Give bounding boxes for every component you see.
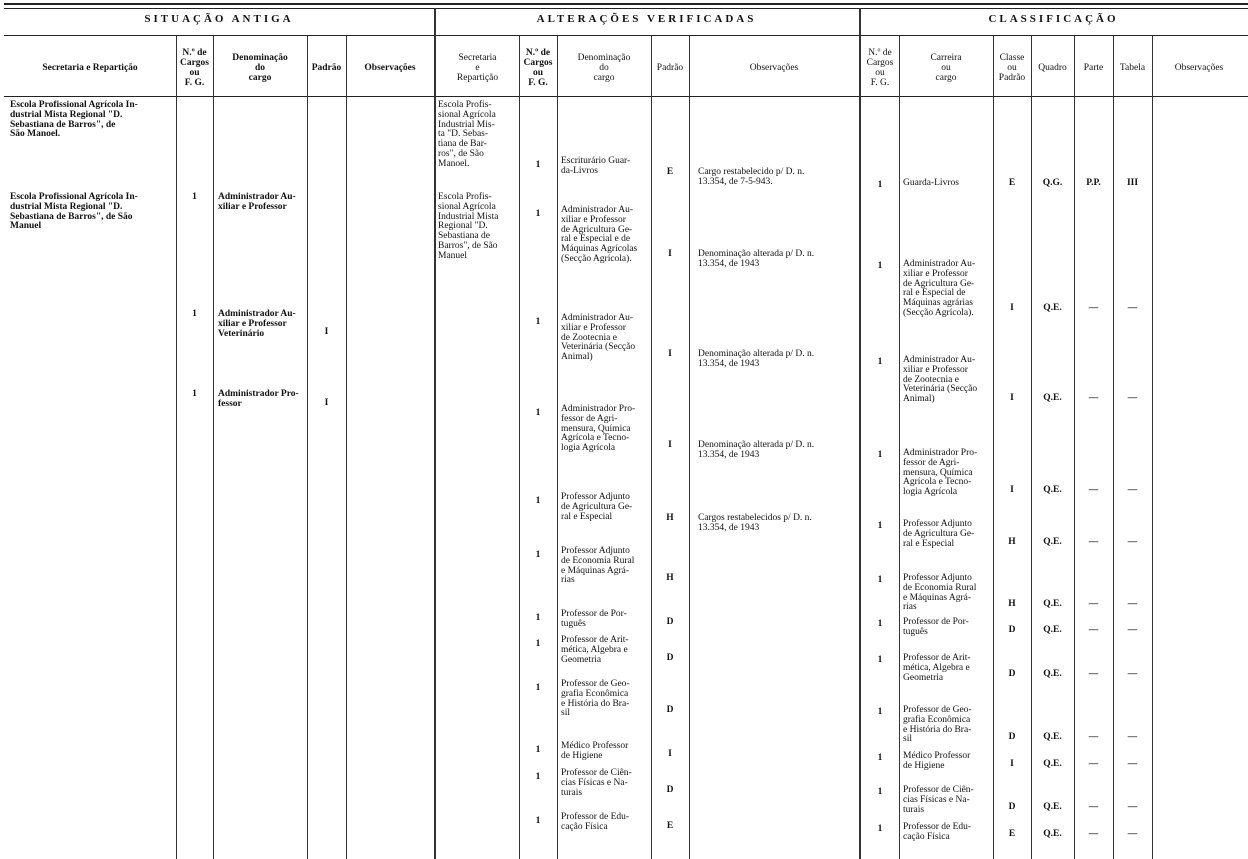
class-row-tabela: — — [1127, 393, 1138, 403]
changes-row-n: 1 — [535, 160, 541, 170]
header-secretaria-reparticao: Secretaria e Repartição — [42, 63, 138, 73]
changes-row-denominacao: Professor de Arit- mética, Algebra e Geometria — [561, 635, 629, 665]
changes-row-observacoes: Cargos restabelecidos p/ D. n. 13.354, de 1943 — [698, 513, 812, 533]
class-row-n: 1 — [877, 450, 883, 460]
class-row-tabela: — — [1127, 829, 1138, 839]
class-row-n: 1 — [877, 575, 883, 585]
changes-row-padrao: E — [666, 167, 674, 177]
changes-row-padrao: E — [666, 821, 674, 831]
class-row-tabela: — — [1127, 303, 1138, 313]
class-row-cargo: Professor Adjunto de Agricultura Ge- ral e Especial — [903, 519, 975, 549]
changes-row-denominacao: Médico Professor de Higiene — [561, 741, 629, 761]
header-n-cargos: N.º de Cargos ou F. G. — [523, 48, 553, 88]
top-rule-thin — [4, 8, 1248, 9]
section-title-old: SITUAÇÃO ANTIGA — [144, 13, 294, 25]
section-rule — [4, 35, 1248, 36]
section-title-changes: ALTERAÇÕES VERIFICADAS — [536, 13, 757, 25]
class-row-tabela: — — [1127, 537, 1138, 547]
changes-row-n: 1 — [535, 816, 541, 826]
class-row-parte: — — [1088, 829, 1099, 839]
changes-row-observacoes: Denominação alterada p/ D. n. 13.354, de 1943 — [698, 349, 815, 369]
changes-row-padrao: I — [668, 440, 672, 450]
class-row-parte: — — [1088, 537, 1099, 547]
changes-row-denominacao: Escriturário Guar- da-Livros — [561, 156, 631, 176]
class-row-cargo: Guarda-Livros — [903, 178, 959, 188]
class-row-classe: I — [1010, 393, 1014, 403]
changes-row-padrao: D — [666, 705, 674, 715]
changes-row-padrao: H — [666, 573, 674, 583]
changes-row-padrao: I — [668, 749, 672, 759]
changes-row-n: 1 — [535, 496, 541, 506]
class-row-parte: — — [1088, 393, 1099, 403]
changes-row-observacoes: Denominação alterada p/ D. n. 13.354, de 1943 — [698, 249, 815, 269]
class-row-parte: P.P. — [1086, 178, 1101, 188]
old-row-padrao: I — [324, 398, 329, 408]
changes-row-denominacao: Administrador Pro- fessor de Agri- mensura, Química Agrícola e Tecno- logia Agrícola — [561, 404, 636, 454]
header-tabela: Tabela — [1119, 63, 1146, 73]
class-row-classe: D — [1008, 732, 1016, 742]
changes-row-denominacao: Professor Adjunto de Agricultura Ge- ral e Especial — [561, 492, 633, 522]
header-secretaria-multi: Secretaria e Repartição — [456, 53, 499, 83]
class-row-quadro: Q.G. — [1042, 178, 1063, 188]
changes-row-denominacao: Administrador Au- xiliar e Professor de Zootecnia e Veterinária (Secção Animal) — [561, 313, 636, 363]
class-row-n: 1 — [877, 753, 883, 763]
class-row-classe: H — [1008, 537, 1016, 547]
header-n-cargos: N.º de Cargos ou F. G. — [179, 48, 210, 88]
changes-row-n: 1 — [535, 683, 541, 693]
class-row-tabela: III — [1126, 178, 1139, 188]
class-row-tabela: — — [1127, 599, 1138, 609]
old-reparticao-2: Escola Profissional Agrícola In- dustrial Mista Regional "D. Sebastiana de Barros", de São Manuel — [10, 192, 138, 232]
changes-row-n: 1 — [535, 550, 541, 560]
col-divider — [346, 36, 347, 859]
class-row-quadro: Q.E. — [1043, 303, 1062, 313]
old-row-denominacao: Administrador Pro- fessor — [218, 389, 299, 409]
changes-row-denominacao: Professor de Geo- grafia Econômica e História do Bra- sil — [561, 679, 630, 719]
class-row-tabela: — — [1127, 802, 1138, 812]
class-row-classe: H — [1008, 599, 1016, 609]
old-row-n: 1 — [192, 192, 197, 202]
class-row-n: 1 — [877, 180, 883, 190]
header-padrao: Padrão — [311, 63, 342, 73]
class-row-classe: I — [1010, 759, 1014, 769]
class-row-n: 1 — [877, 655, 883, 665]
class-row-tabela: — — [1127, 485, 1138, 495]
col-divider — [557, 36, 558, 859]
class-row-cargo: Professor de Edu- cação Física — [903, 822, 972, 842]
class-row-tabela: — — [1127, 732, 1138, 742]
class-row-parte: — — [1088, 802, 1099, 812]
class-row-parte: — — [1088, 732, 1099, 742]
changes-row-denominacao: Professor de Ciên- cias Físicas e Na- turais — [561, 768, 632, 798]
changes-row-n: 1 — [535, 745, 541, 755]
class-row-tabela: — — [1127, 759, 1138, 769]
changes-row-n: 1 — [535, 317, 541, 327]
header-parte: Parte — [1083, 63, 1104, 73]
class-row-quadro: Q.E. — [1043, 802, 1062, 812]
class-row-classe: I — [1010, 485, 1014, 495]
col-divider — [176, 36, 177, 859]
changes-row-padrao: I — [668, 349, 672, 359]
class-row-cargo: Administrador Au- xiliar e Professor de Zootecnia e Veterinária (Secção Animal) — [903, 355, 978, 405]
class-row-parte: — — [1088, 303, 1099, 313]
class-row-quadro: Q.E. — [1043, 485, 1062, 495]
changes-row-padrao: D — [666, 617, 674, 627]
class-row-classe: E — [1008, 178, 1016, 188]
changes-reparticao-2: Escola Profis- sional Agrícola Industrial Mista Regional "D. Sebastiana de Barros", de São Manuel — [438, 192, 499, 261]
class-row-parte: — — [1088, 669, 1099, 679]
class-row-n: 1 — [877, 707, 883, 717]
class-row-cargo: Professor de Por- tuguês — [903, 617, 969, 637]
class-row-quadro: Q.E. — [1043, 599, 1062, 609]
header-observacoes: Observações — [364, 63, 416, 73]
class-row-classe: E — [1008, 829, 1016, 839]
class-row-quadro: Q.E. — [1043, 537, 1062, 547]
header-quadro: Quadro — [1038, 63, 1067, 73]
class-row-tabela: — — [1127, 669, 1138, 679]
old-row-padrao: I — [324, 327, 329, 337]
class-row-quadro: Q.E. — [1043, 829, 1062, 839]
old-row-n: 1 — [192, 309, 197, 319]
class-row-classe: I — [1010, 303, 1014, 313]
col-divider — [519, 36, 520, 859]
class-row-quadro: Q.E. — [1043, 669, 1062, 679]
section-title-classification: CLASSIFICAÇÃO — [988, 13, 1119, 25]
header-denominacao: Denominação do cargo — [232, 53, 288, 83]
old-row-denominacao: Administrador Au- xiliar e Professor — [218, 192, 296, 212]
changes-row-denominacao: Administrador Au- xiliar e Professor de Agricultura Ge- ral e Especial e de Máquinas Agrícolas (Secção Agrícola). — [561, 205, 638, 264]
class-row-cargo: Professor de Arit- mética, Algebra e Geometria — [903, 653, 971, 683]
changes-row-observacoes: Denominação alterada p/ D. n. 13.354, de 1943 — [698, 440, 815, 460]
changes-row-denominacao: Professor de Edu- cação Física — [561, 812, 630, 832]
class-row-quadro: Q.E. — [1043, 732, 1062, 742]
header-observacoes: Observações — [749, 63, 799, 73]
class-row-n: 1 — [877, 357, 883, 367]
class-row-classe: D — [1008, 669, 1016, 679]
header-rule — [4, 96, 1248, 97]
class-row-cargo: Professor Adjunto de Economia Rural e Máquinas Agrá- rias — [903, 573, 977, 613]
class-row-cargo: Professor de Ciên- cias Físicas e Na- turais — [903, 785, 974, 815]
header-classe: Classe ou Padrão — [998, 53, 1026, 83]
header-carreira: Carreira ou cargo — [930, 53, 962, 83]
class-row-classe: D — [1008, 802, 1016, 812]
class-row-parte: — — [1088, 759, 1099, 769]
col-divider — [689, 36, 690, 859]
header-n-cargos: N.º de Cargos ou F. G. — [866, 48, 894, 88]
header-denominacao: Denominação do cargo — [577, 53, 631, 83]
class-row-cargo: Administrador Au- xiliar e Professor de Agricultura Ge- ral e Especial de Máquinas agrárias (Secção Agrícola). — [903, 259, 976, 318]
old-row-n: 1 — [192, 389, 197, 399]
changes-row-observacoes: Cargo restabelecido p/ D. n. 13.354, de 7-5-943. — [698, 167, 805, 187]
class-row-n: 1 — [877, 787, 883, 797]
changes-reparticao-1: Escola Profis- sional Agrícola Industrial Mis- ta "D. Sebas- tiana de Bar- ros", de São Manoel. — [438, 100, 496, 169]
class-row-parte: — — [1088, 599, 1099, 609]
changes-row-padrao: D — [666, 653, 674, 663]
changes-row-n: 1 — [535, 209, 541, 219]
changes-row-padrao: I — [668, 249, 672, 259]
class-row-n: 1 — [877, 261, 883, 271]
changes-row-n: 1 — [535, 639, 541, 649]
col-divider — [1152, 36, 1153, 859]
old-reparticao-1: Escola Profissional Agrícola In- dustrial Mista Regional "D. Sebastiana de Barros", de São Manoel. — [10, 100, 138, 140]
top-rule — [4, 3, 1248, 5]
class-row-n: 1 — [877, 824, 883, 834]
col-divider — [307, 36, 308, 859]
header-padrao: Padrão — [656, 63, 684, 73]
class-row-n: 1 — [877, 619, 883, 629]
changes-row-n: 1 — [535, 772, 541, 782]
class-row-classe: D — [1008, 625, 1016, 635]
section-divider — [434, 8, 436, 859]
changes-row-denominacao: Professor Adjunto de Economia Rural e Máquinas Agrá- rias — [561, 546, 635, 586]
changes-row-n: 1 — [535, 613, 541, 623]
changes-row-padrao: D — [666, 785, 674, 795]
changes-row-padrao: H — [666, 513, 674, 523]
section-divider — [859, 8, 861, 859]
changes-row-n: 1 — [535, 408, 541, 418]
class-row-parte: — — [1088, 625, 1099, 635]
class-row-parte: — — [1088, 485, 1099, 495]
class-row-cargo: Professor de Geo- grafia Econômica e História do Bra- sil — [903, 705, 972, 745]
header-observacoes-cls: Observações — [1174, 63, 1224, 73]
class-row-n: 1 — [877, 521, 883, 531]
class-row-quadro: Q.E. — [1043, 759, 1062, 769]
changes-row-denominacao: Professor de Por- tuguês — [561, 609, 627, 629]
class-row-cargo: Administrador Pro- fessor de Agri- mensura, Química Agrícola e Tecno- logia Agrícola — [903, 448, 978, 498]
old-row-denominacao: Administrador Au- xiliar e Professor Veterinário — [218, 309, 296, 339]
class-row-tabela: — — [1127, 625, 1138, 635]
class-row-quadro: Q.E. — [1043, 393, 1062, 403]
class-row-quadro: Q.E. — [1043, 625, 1062, 635]
col-divider — [213, 36, 214, 859]
class-row-cargo: Médico Professor de Higiene — [903, 751, 971, 771]
col-divider — [899, 36, 900, 859]
